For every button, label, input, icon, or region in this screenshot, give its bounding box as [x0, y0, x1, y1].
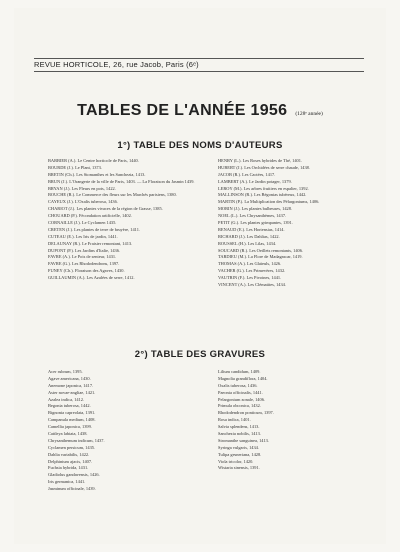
- index-entry: Azalea indica, 1412.: [48, 396, 85, 402]
- index-entry: Bignonia capreolata, 1391.: [48, 410, 96, 416]
- title-block: [14, 102, 386, 120]
- index-entry: NOEL (L.). Les Chrysanthèmes, 1437.: [218, 213, 287, 219]
- section-heading-figures: 2°) TABLE DES GRAVURES: [134, 349, 266, 360]
- index-entry: BRYAN (J.). Les Fleurs en pots, 1422.: [48, 185, 116, 191]
- index-entry: Viola tricolor, 1420.: [218, 458, 254, 464]
- index-entry: Primula obconica, 1432.: [218, 403, 261, 409]
- authors-column-right: [218, 158, 373, 289]
- page-subtitle: (128ᵉ année): [295, 111, 323, 117]
- index-entry: VINCENT (A.). Les Clématites, 1434.: [218, 282, 286, 288]
- authors-column-left: [48, 158, 203, 282]
- index-entry: BRETIN (Ch.). Les Stomanthes et les Sanchezia, 1413.: [48, 171, 146, 177]
- index-entry: BOUCHE (R.). Le Commerce des fleurs sur les Marchés parisiens, 1380.: [48, 192, 177, 198]
- index-entry: Agave americana, 1430.: [48, 375, 91, 381]
- index-entry: Fuchsia hybrida, 1431.: [48, 465, 89, 471]
- document-page: [14, 8, 386, 544]
- index-entry: CHARIOT (J.). Les plantes vivaces de la région de Grasse, 1385.: [48, 206, 163, 212]
- index-entry: TARDIEU (M.). La Flore de Madagascar, 1419.: [218, 254, 303, 260]
- index-entry: CHOUARD (P.). Fécondation artificielle, 1402.: [48, 213, 132, 219]
- index-entry: Iris germanica, 1441.: [48, 479, 86, 485]
- figures-column-right: [218, 369, 373, 472]
- page-title: TABLES DE L'ANNÉE 1956: [77, 102, 288, 119]
- index-entry: Pelargonium zonale, 1406.: [218, 396, 265, 402]
- index-entry: DUPONT (P.). Les Jardins d'Italie, 1436.: [48, 247, 121, 253]
- index-entry: LEROY (M.). Les arbres fruitiers en espalier, 1392.: [218, 185, 309, 191]
- index-entry: MALLINSON (R.). Les Bégonias tubéreux, 1442.: [218, 192, 307, 198]
- top-rule: [34, 58, 364, 59]
- index-entry: Salvia splendens, 1413.: [218, 424, 260, 430]
- index-entry: Stromanthe sanguinea, 1413.: [218, 437, 269, 443]
- index-entry: MORIN (J.). Les plantes bulbeuses, 1428.: [218, 206, 293, 212]
- index-entry: Magnolia grandiflora, 1404.: [218, 375, 268, 381]
- index-entry: Cyclamen persicum, 1435.: [48, 444, 96, 450]
- index-entry: CUTEAU (E.). Les Iris de jardin, 1441.: [48, 233, 118, 239]
- figures-column-left: [48, 369, 203, 493]
- index-entry: Syringa vulgaris, 1434.: [218, 444, 259, 450]
- index-entry: SOUCARD (R.). Les Oeillets remontants, 1406.: [218, 247, 303, 253]
- index-entry: Rhododendron ponticum, 1397.: [218, 410, 274, 416]
- index-entry: Jasminum officinale, 1439.: [48, 486, 96, 492]
- index-entry: Cattleya labiata, 1438.: [48, 431, 88, 437]
- index-entry: Rosa indica, 1401.: [218, 417, 251, 423]
- index-entry: Paeonia officinalis, 1441.: [218, 389, 263, 395]
- index-entry: Campanula medium, 1408.: [48, 417, 96, 423]
- index-entry: THOMAS (A.). Les Glaïeuls, 1426.: [218, 261, 282, 267]
- index-entry: LAMBERT (A.). Le Jardin potager, 1379.: [218, 178, 292, 184]
- index-entry: Oxalis tuberosa, 1436.: [218, 382, 258, 388]
- index-entry: Acer rubrum, 1395.: [48, 369, 83, 374]
- index-entry: CORNAILLE (J.). Le Cyclamen 1435.: [48, 220, 117, 226]
- index-entry: FAVRE (G.). Les Rhododendrons, 1397.: [48, 261, 120, 267]
- index-entry: GUILLAUMIN (A.). Les Azalées de serre, 1412.: [48, 275, 135, 281]
- index-entry: Delphinium ajacis, 1407.: [48, 458, 93, 464]
- index-entry: JACOB (R.). Les Cactées, 1417.: [218, 171, 276, 177]
- index-entry: HENRY (L.). Les Roses hybrides de Thé, 1401.: [218, 158, 303, 163]
- index-entry: VACHER (G.). Les Primevères, 1432.: [218, 268, 286, 274]
- index-entry: Gladiolus gandavensis, 1426.: [48, 472, 100, 478]
- section-heading-authors: 1°) TABLE DES NOMS D'AUTEURS: [117, 140, 283, 151]
- index-entry: FAVRE (A.). Le Pois de senteur, 1431.: [48, 254, 117, 260]
- index-entry: Camellia japonica, 1399.: [48, 424, 92, 430]
- index-entry: CAYEUX (J.). L'Oxalis tuberosa, 1436.: [48, 199, 118, 205]
- index-entry: MARTIN (P.). La Multiplication des Pélargoniums, 1406.: [218, 199, 320, 205]
- index-entry: Lilium candidum, 1409.: [218, 369, 261, 374]
- index-entry: Chrysanthemum indicum, 1437.: [48, 437, 105, 443]
- index-entry: VAUTRIN (F.). Les Pivoines, 1441.: [218, 275, 282, 281]
- index-entry: Aster novae-angliae, 1421.: [48, 389, 96, 395]
- bottom-rule: [34, 71, 364, 72]
- index-entry: Begonia tuberosa, 1442.: [48, 403, 91, 409]
- index-entry: Dahlia variabilis, 1422.: [48, 451, 90, 457]
- index-entry: ROUSSEL (H.). Les Lilas, 1434.: [218, 240, 277, 246]
- publisher-line: REVUE HORTICOLE, 26, rue Jacob, Paris (6ᵉ): [34, 60, 199, 69]
- index-entry: BOURDE (J.). Le Plant, 1373.: [48, 164, 102, 170]
- index-entry: HUBERT (J.). Les Orchidées de serre chaude, 1438.: [218, 164, 310, 170]
- index-entry: RENAUD (E.). Les Hortensias, 1414.: [218, 226, 285, 232]
- index-entry: BARBIER (A.). Le Centre horticole de Paris, 1440.: [48, 158, 139, 163]
- index-entry: DELAUNAY (R.). Le Fraisier remontant, 1413.: [48, 240, 133, 246]
- index-entry: PETIT (G.). Les plantes grimpantes, 1391.: [218, 220, 293, 226]
- index-entry: BRUN (J.). L'Orangerie de la ville de Paris, 1403. — La Floraison du Jasmin 1439.: [48, 178, 195, 184]
- index-entry: Wistaria sinensis, 1391.: [218, 465, 260, 471]
- index-entry: Anemone japonica, 1417.: [48, 382, 94, 388]
- index-entry: Sanchezia nobilis, 1413.: [218, 431, 261, 437]
- index-entry: FUNEY (Ch.). Floraison des Agaves, 1430.: [48, 268, 125, 274]
- index-entry: RICHARD (J.). Les Dahlias, 1422.: [218, 233, 280, 239]
- index-entry: Tulipa gesneriana, 1428.: [218, 451, 262, 457]
- index-entry: CRETEN (J.). Les plantes de terre de bruyère, 1411.: [48, 226, 141, 232]
